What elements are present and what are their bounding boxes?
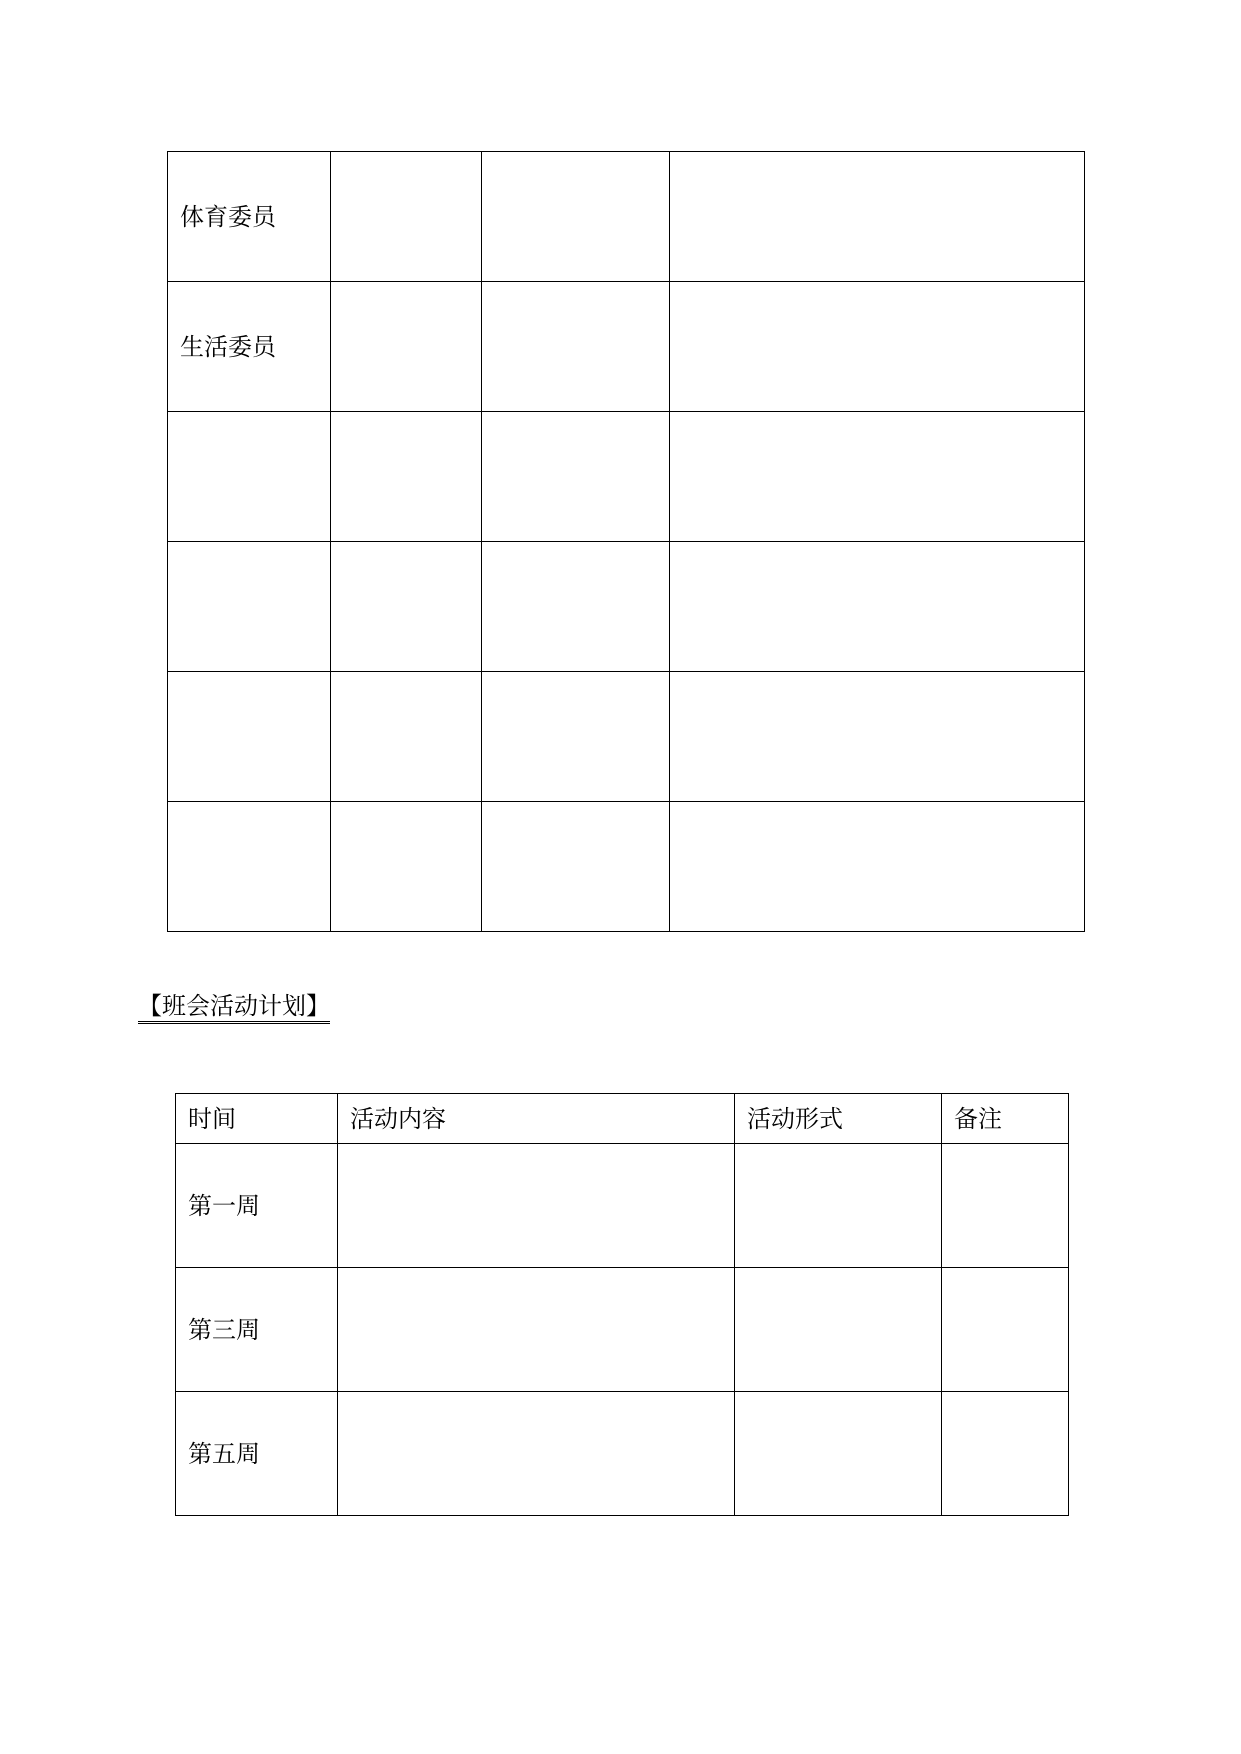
table-row — [168, 542, 1085, 672]
notes-cell[interactable] — [942, 1392, 1069, 1516]
table-cell[interactable] — [331, 672, 482, 802]
table-cell[interactable] — [482, 802, 670, 932]
role-cell[interactable]: 生活委员 — [168, 282, 331, 412]
table-cell[interactable] — [670, 802, 1085, 932]
column-header-form: 活动形式 — [735, 1094, 942, 1144]
table-row — [168, 282, 1085, 412]
table-cell[interactable] — [331, 802, 482, 932]
role-cell[interactable] — [168, 542, 331, 672]
table-cell[interactable] — [482, 152, 670, 282]
role-cell[interactable]: 体育委员 — [168, 152, 331, 282]
table-row — [176, 1392, 1069, 1516]
column-header-content: 活动内容 — [338, 1094, 735, 1144]
table-cell[interactable] — [670, 672, 1085, 802]
table-cell[interactable] — [482, 672, 670, 802]
table-cell[interactable] — [670, 152, 1085, 282]
content-cell[interactable] — [338, 1144, 735, 1268]
committee-roles-table — [167, 151, 1085, 932]
table-cell[interactable] — [331, 152, 482, 282]
table-cell[interactable] — [331, 412, 482, 542]
table-row — [176, 1144, 1069, 1268]
week-cell: 第五周 — [176, 1392, 338, 1516]
form-cell[interactable] — [735, 1144, 942, 1268]
table-cell[interactable] — [331, 282, 482, 412]
table-header-row — [176, 1094, 1069, 1144]
role-cell[interactable] — [168, 672, 331, 802]
column-header-time: 时间 — [176, 1094, 338, 1144]
role-cell[interactable] — [168, 802, 331, 932]
column-header-notes: 备注 — [942, 1094, 1069, 1144]
table-row — [168, 412, 1085, 542]
table-cell[interactable] — [482, 542, 670, 672]
role-cell[interactable] — [168, 412, 331, 542]
table-cell[interactable] — [482, 282, 670, 412]
table-row — [168, 672, 1085, 802]
week-cell: 第一周 — [176, 1144, 338, 1268]
table-cell[interactable] — [482, 412, 670, 542]
week-cell: 第三周 — [176, 1268, 338, 1392]
table-cell[interactable] — [670, 412, 1085, 542]
notes-cell[interactable] — [942, 1268, 1069, 1392]
table-cell[interactable] — [331, 542, 482, 672]
class-meeting-plan-table — [175, 1093, 1069, 1516]
section-heading: 【班会活动计划】 — [138, 994, 330, 1024]
table-row — [168, 152, 1085, 282]
content-cell[interactable] — [338, 1392, 735, 1516]
content-cell[interactable] — [338, 1268, 735, 1392]
table-row — [168, 802, 1085, 932]
table-cell[interactable] — [670, 282, 1085, 412]
table-cell[interactable] — [670, 542, 1085, 672]
form-cell[interactable] — [735, 1392, 942, 1516]
notes-cell[interactable] — [942, 1144, 1069, 1268]
form-cell[interactable] — [735, 1268, 942, 1392]
table-row — [176, 1268, 1069, 1392]
